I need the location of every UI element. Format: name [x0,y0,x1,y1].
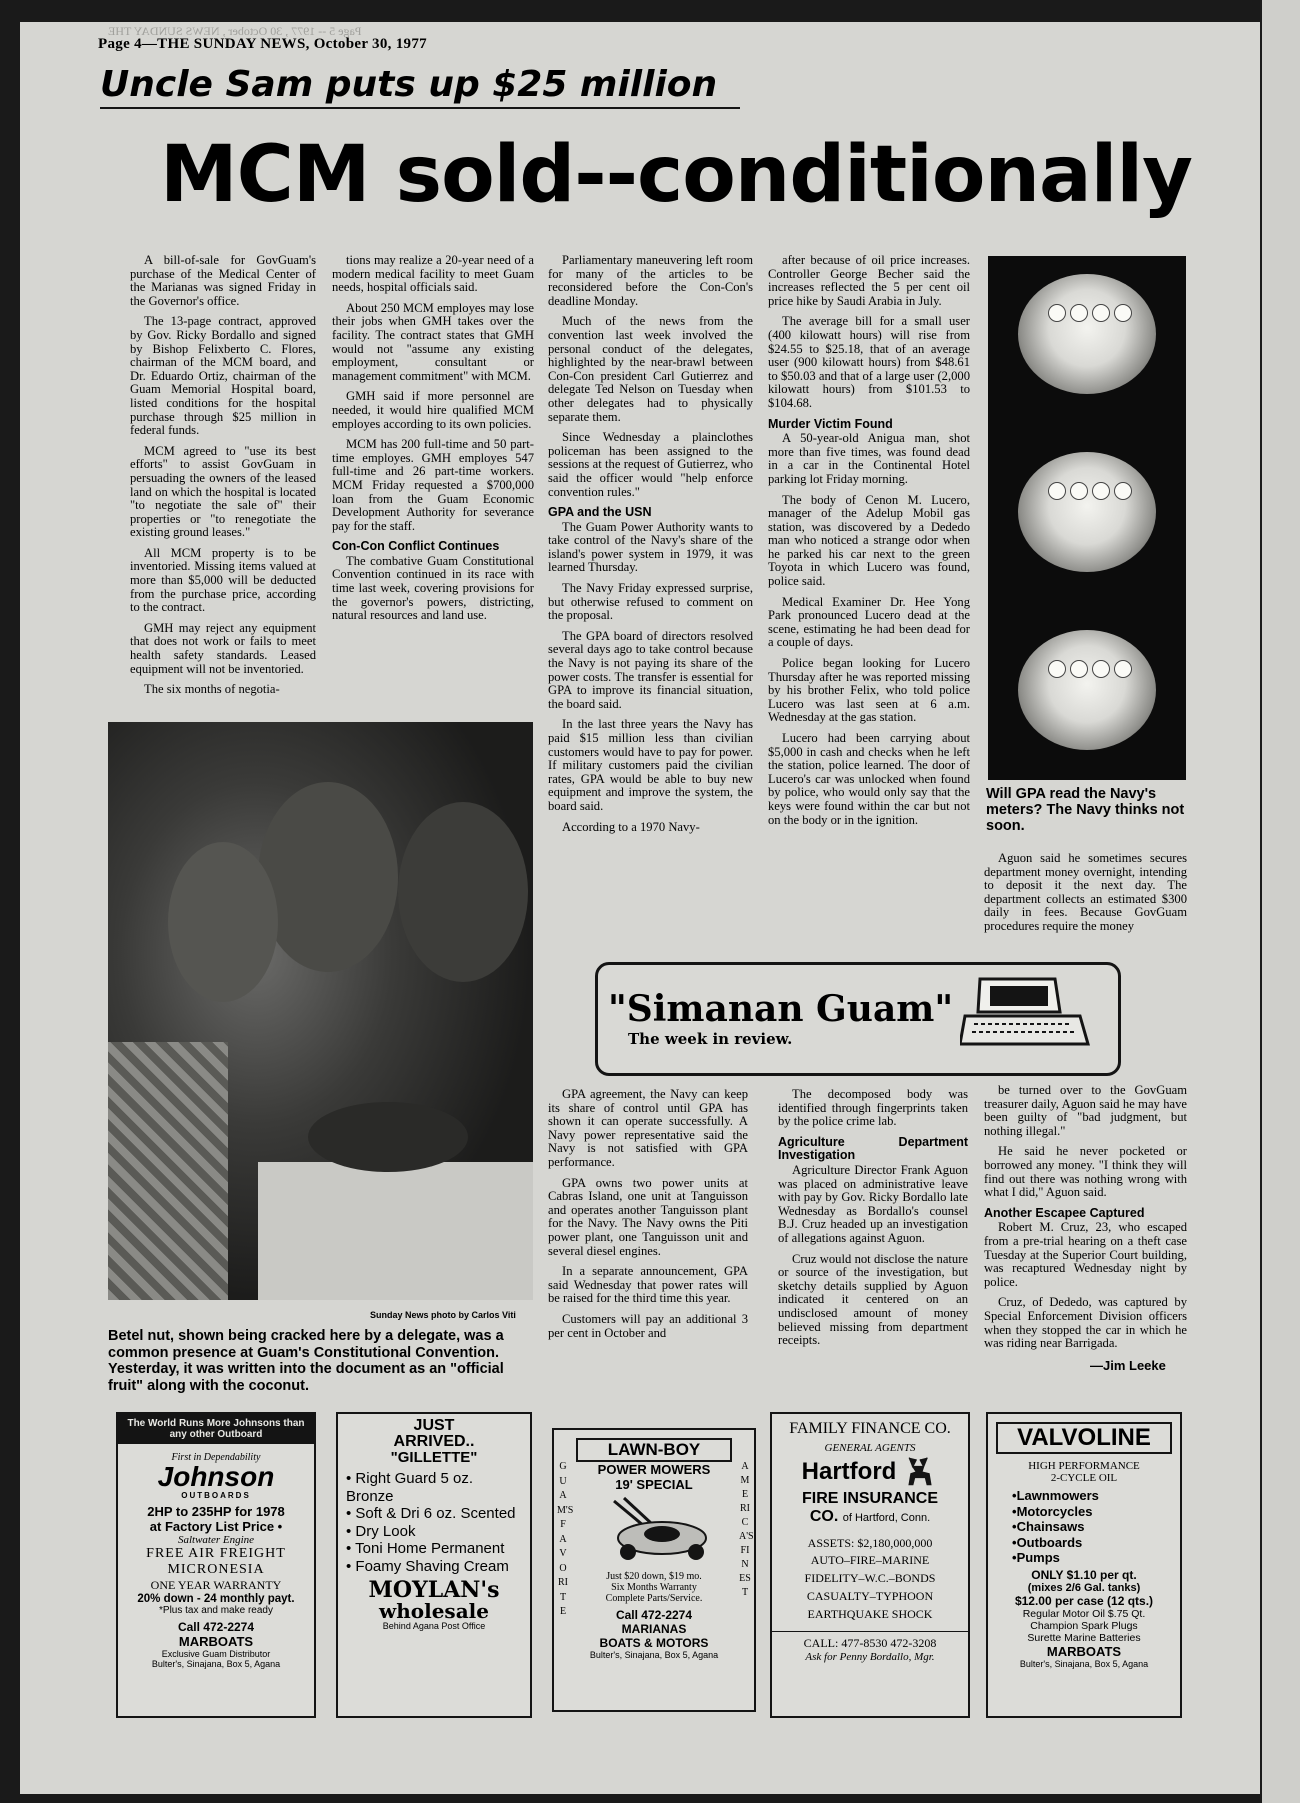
article-paragraph: after because of oil price increases. Controller George Becher said the increases reflected the 5 per cent oil price hike by Saudi Arabia in July. [768,253,970,308]
page-edge [1262,0,1300,1803]
hartford-coverage: CASUALTY–TYPHOON [806,1589,934,1603]
johnson-line: MICRONESIA [167,1562,265,1577]
lawnboy-side-text-right: AMERICA'S FINEST [739,1461,754,1598]
article-paragraph: The GPA board of directors resolved several days ago to take control because the Navy is not paying its share of the power costs. The transfer is essential for GPA to improve its financial situation, the board said. [548,628,753,711]
article-paragraph: The body of Cenon M. Lucero, manager of the Adelup Mobil gas station, was discovered by a Dededo man who noticed a strange odor when he parked his car next to the green Toyota in which Lucero was found, police said. [768,492,970,589]
bullet-icon: • [1012,1534,1017,1550]
article-paragraph: tions may realize a 20-year need of a modern medical facility to meet Guam needs, hospital officials said. [332,253,534,295]
johnson-tagline: The World Runs More Johnsons than any other Outboard [118,1414,314,1444]
article-paragraph: The Navy Friday expressed surprise, but otherwise refused to comment on the proposal. [548,581,753,623]
valvoline-logo: VALVOLINE [996,1422,1172,1454]
bullet-icon: • [1012,1550,1017,1565]
section-subhead: Agriculture Department Investigation [778,1134,968,1163]
section-subhead: Con-Con Conflict Continues [332,539,500,554]
meters-caption: Will GPA read the Navy's meters? The Navy thinks not soon. [986,786,1185,834]
valvoline-oil-ad [986,1412,1182,1718]
article-column-1 [130,254,316,704]
valvoline-use-item [1012,1504,1180,1520]
valvoline-extra: Surette Marine Batteries [1027,1631,1141,1644]
valvoline-use-label: Motorcycles [1016,1503,1093,1519]
article-paragraph: About 250 MCM employes may lose their jobs when GMH takes over the facility. The contract states that GMH would not "assume any existing employment, consultant or management commitment" with MCM. [332,300,534,383]
article-paragraph: Cruz, of Dededo, was captured by Special Enforcement Division officers when they stopped the car in which he was riding near Barrigada. [984,1295,1187,1351]
stag-icon [902,1454,938,1490]
article-paragraph: The combative Guam Constitutional Convention continued in its race with time last week, covering provisions for the governor's powers, districting, natural resources and land use. [332,553,534,623]
valvoline-line: HIGH PERFORMANCE [1028,1460,1140,1472]
article-paragraph: In the last three years the Navy has paid $15 million less than civilian customers would have to pay for power. If military customers paid the civilian rates, GPA would be able to buy new equipment and improve the system, the board said. [548,717,753,813]
hartford-insurance-ad [770,1412,970,1718]
lawnboy-line: 19' SPECIAL [615,1477,693,1492]
article-column-3-continued [548,1088,748,1347]
johnson-footer: Exclusive Guam Distributor [161,1649,271,1659]
johnson-line: 2HP to 235HP for 1978 [147,1504,285,1519]
moylans-product-item [346,1540,522,1558]
moylans-product-item [346,1523,522,1541]
johnson-line: at Factory List Price • [149,1519,283,1534]
valvoline-use-item [1012,1535,1180,1551]
byline: —Jim Leeke [1090,1358,1166,1373]
johnson-line: *Plus tax and make ready [159,1605,273,1616]
hartford-logo: Hartford [801,1458,897,1485]
moylans-logo: MOYLAN's [368,1577,500,1603]
johnson-dealer: MARBOATS [178,1634,254,1649]
hartford-coverage: AUTO–FIRE–MARINE [810,1553,930,1567]
johnson-line: FREE AIR FREIGHT [146,1546,286,1561]
article-paragraph: GPA owns two power units at Cabras Island, one unit at Tanguisson and operates another Tanguisson plant for the Navy. The Navy owns the Piti power plant, one Tanguisson unit and several diesel engines. [548,1175,748,1258]
lawnboy-dealer: MARIANAS [621,1622,687,1636]
photo-credit: Sunday News photo by Carlos Viti [370,1310,516,1320]
computer-terminal-icon [960,974,1090,1054]
moylans-product-label: Dry Look [355,1522,416,1540]
hartford-line: FIRE INSURANCE [801,1490,938,1507]
moylans-product-item [346,1470,522,1505]
lawnboy-terms: Six Months Warranty [611,1582,697,1593]
hartford-phone: CALL: 477-8530 472-3208 [772,1631,968,1651]
article-paragraph: MCM agreed to "use its best efforts" to assist GovGuam in persuading the owners of the leased land on which the hospital is located "to negotiate the sale of" their properties or "to renegotiate the existing ground leases." [130,443,316,540]
moylans-head: JUST [413,1417,455,1434]
electric-meters-photo [988,256,1186,780]
hartford-head: FAMILY FINANCE CO. [789,1420,951,1437]
moylans-head: "GILLETTE" [390,1449,478,1466]
bullet-icon: • [346,1557,356,1575]
kicker-headline: Uncle Sam puts up $25 million [100,64,740,109]
valvoline-use-label: Lawnmowers [1016,1488,1099,1503]
lawnboy-footer: Bulter's, Sinajana, Box 5, Agana [589,1650,719,1660]
moylans-product-list [338,1470,530,1575]
hartford-footer: Ask for Penny Bordallo, Mgr. [805,1651,935,1663]
photo-caption: Betel nut, shown being cracked here by a delegate, was a common presence at Guam's Constitutional Convention. Yesterday, it was written into the document as an "official fruit" along with the coconut. [108,1328,504,1394]
hartford-logo-row [772,1454,968,1490]
bullet-icon: • [346,1540,356,1557]
bullet-icon: • [1012,1519,1017,1534]
valvoline-footer: Bulter's, Sinajana, Box 5, Agana [1019,1658,1149,1669]
valvoline-use-label: Pumps [1016,1550,1060,1565]
moylans-product-item [346,1505,522,1523]
moylans-product-label: Foamy Shaving Cream [355,1557,509,1575]
lawn-boy-ad [552,1428,756,1712]
article-paragraph: A 50-year-old Anigua man, shot more than five times, was found dead in a car in the Continental Hotel parking lot Friday morning. [768,431,970,486]
valvoline-use-label: Outboards [1016,1534,1083,1550]
article-column-3 [548,254,753,841]
article-paragraph: The decomposed body was identified through fingerprints taken by the police crime lab. [778,1087,968,1129]
section-subhead: Murder Victim Found [768,416,893,431]
valvoline-use-item [1012,1519,1180,1535]
article-paragraph: The average bill for a small user (400 kilowatt hours) will rise from $24.55 to $25.18, that of an average user (900 kilowatt hours) from $48.61 to $50.03 and that of a large user (2,000 kilowatt hours) from $101.53 to $104.68. [768,314,970,410]
valvoline-uses-list [988,1488,1180,1566]
valvoline-extra: Regular Motor Oil $.75 Qt. [1022,1607,1146,1620]
article-paragraph: Much of the news from the convention last week involved the personal conduct of the delegates, highlighted by the near-brawl between Con-Con president Carl Gutierrez and delegate Ted Nelson on Tuesday when other delegates had to physically separate them. [548,314,753,424]
article-paragraph: GMH said if more personnel are needed, it would hire qualified MCM employes according to its own policies. [332,389,534,431]
betel-nut-photo [108,722,533,1300]
moylans-product-item [346,1558,522,1576]
article-paragraph: Medical Examiner Dr. Hee Yong Park pronounced Lucero dead at the scene, estimating he had been dead for a couple of days. [768,594,970,650]
valvoline-dealer: MARBOATS [1046,1643,1122,1659]
lawnboy-dealer: BOATS & MOTORS [599,1636,709,1650]
page-dateline: Page 4—THE SUNDAY NEWS, October 30, 1977 [98,36,427,52]
johnson-logo: Johnson [157,1461,275,1492]
article-paragraph: GMH may reject any equipment that does not work or fails to meet health safety standards. Leased equipment will not be inventoried. [130,620,316,676]
valvoline-use-label: Chainsaws [1016,1519,1085,1534]
hartford-co: CO. [809,1508,839,1525]
article-column-5-continued [984,1084,1187,1358]
section-subhead: Another Escapee Captured [984,1205,1145,1220]
hartford-coverage: FIDELITY–W.C.–BONDS [804,1571,936,1585]
hartford-location: of Hartford, Conn. [842,1512,931,1524]
article-paragraph: Parliamentary maneuvering left room for many of the articles to be reconsidered before the Con-Con's deadline Monday. [548,253,753,308]
bullet-icon: • [346,1522,356,1540]
moylans-logo-sub: wholesale [379,1599,489,1623]
johnson-phone: Call 472-2274 [177,1620,255,1634]
lawnboy-terms: Complete Parts/Service. [605,1593,703,1604]
article-paragraph: Cruz would not disclose the nature or source of the investigation, but sketchy details supplied by Aguon indicated it centered on an undisclosed amount of money believed missing from department receipts. [778,1251,968,1348]
lawn-mower-icon [594,1496,714,1566]
article-paragraph: Robert M. Cruz, 23, who escaped from a pre-trial hearing on a theft case Tuesday at the Superior Court building, was recaptured Wednesday night by police. [984,1220,1187,1289]
johnson-line: Saltwater Engine [177,1534,255,1546]
article-paragraph: The 13-page contract, approved by Gov. Ricky Bordallo and signed by Bishop Felixberto C. Flores, chairman of the MCM board, and Dr. Eduardo Ortiz, chairman of the Guam Memorial Hospital board, listed conditions for the hospital purchase through $25 million in federal funds. [130,314,316,438]
moylans-product-label: Toni Home Permanent [355,1540,505,1557]
article-paragraph: Police began looking for Lucero Thursday after he was reported missing by his brother Felix, who told police Lucero was last seen at 6 a.m. Wednesday at the gas station. [768,656,970,725]
hartford-line-row [772,1508,968,1526]
article-column-2 [332,254,534,630]
lawnboy-side-text-left: GUAM'S FAVORITE [557,1461,574,1617]
article-paragraph: All MCM property is to be inventoried. Missing items valued at more than $5,000 will be deducted from the purchase price, according to the contract. [130,545,316,615]
lawnboy-phone: Call 472-2274 [615,1608,693,1622]
article-column-4-continued [778,1088,968,1355]
section-subhead: GPA and the USN [548,505,652,520]
article-paragraph: A bill-of-sale for GovGuam's purchase of the Medical Center of the Marianas was signed Friday in the Governor's office. [130,253,316,308]
article-paragraph: MCM has 200 full-time and 50 part-time employes. GMH employes 547 full-time and 26 part-time workers. MCM Friday requested a $700,000 loan from the Guam Economic Development Authority for severance pay for the staff. [332,437,534,533]
moylans-head: ARRIVED.. [393,1433,475,1450]
article-paragraph: Customers will pay an additional 3 per cent in October and [548,1311,748,1340]
lawnboy-terms: Just $20 down, $19 mo. [606,1571,702,1582]
lawnboy-line: POWER MOWERS [597,1462,711,1477]
bullet-icon: • [1012,1503,1017,1519]
valvoline-price: (mixes 2/6 Gal. tanks) [1027,1581,1141,1594]
hartford-assets: ASSETS: $2,180,000,000 [807,1536,933,1550]
valvoline-price: $12.00 per case (12 qts.) [1014,1593,1154,1608]
valvoline-use-item [1012,1488,1180,1504]
bullet-icon: • [346,1470,356,1487]
article-paragraph: Since Wednesday a plainclothes policeman has been assigned to the sessions at the request of Gutierrez, who said the officer would "help enforce convention rules." [548,430,753,499]
bullet-icon: • [346,1505,356,1522]
johnson-line: 20% down - 24 monthly payt. [137,1593,295,1605]
johnson-logo-sub: OUTBOARDS [181,1491,251,1500]
moylans-footer: Behind Agana Post Office [382,1621,486,1631]
article-paragraph: In a separate announcement, GPA said Wednesday that power rates will be raised for the third time this year. [548,1264,748,1306]
bullet-icon: • [1012,1488,1017,1503]
article-paragraph: GPA agreement, the Navy can keep its share of control until GPA has shown it can operate successfully. A Navy power representative said the Navy is not satisfied with GPA performance. [548,1087,748,1169]
moylans-gillette-ad [336,1412,532,1718]
johnson-footer: Bulter's, Sinajana, Box 5, Agana [151,1659,281,1669]
banner-subtitle: The week in review. [628,1030,793,1048]
johnson-outboards-ad [116,1412,316,1718]
banner-title: "Simanan Guam" [608,988,954,1030]
hartford-agents: GENERAL AGENTS [824,1442,916,1454]
bleed-through-text: Page 5 -- 1977 , 30 October , NEWS SUNDAY THE [108,24,362,38]
article-paragraph: be turned over to the GovGuam treasurer daily, Aguon said he may have been guilty of "bad judgment, but nothing illegal." [984,1083,1187,1138]
article-column-5 [984,852,1187,941]
valvoline-use-item [1012,1550,1180,1566]
article-paragraph: The six months of negotia- [144,682,280,697]
moylans-product-label: Soft & Dri 6 oz. Scented [355,1505,516,1522]
article-paragraph: Lucero had been carrying about $5,000 in cash and checks when he left the station, police learned. The door of Lucero's car was unlocked when found by police, who would only say that the keys were found within the car but not on the body or in the ignition. [768,731,970,827]
hartford-coverage: EARTHQUAKE SHOCK [807,1607,933,1621]
article-paragraph: He said he never pocketed or borrowed any money. "I think they will find out there was nothing wrong with what I did," Aguon said. [984,1144,1187,1200]
main-headline: MCM sold--conditionally [160,130,1192,220]
article-paragraph: According to a 1970 Navy- [562,819,700,834]
article-column-4 [768,254,970,834]
valvoline-price: ONLY $1.10 per qt. [1031,1567,1137,1582]
moylans-product-label: Right Guard 5 oz. Bronze [346,1470,473,1505]
johnson-line: ONE YEAR WARRANTY [150,1578,282,1592]
valvoline-line: 2-CYCLE OIL [1050,1472,1118,1484]
article-paragraph: The Guam Power Authority wants to take control of the Navy's share of the island's power system in 1979, it was learned Thursday. [548,519,753,575]
valvoline-extra: Champion Spark Plugs [1030,1619,1138,1632]
johnson-slogan: First in Dependability [171,1452,261,1463]
lawnboy-logo: LAWN-BOY [576,1438,732,1462]
article-paragraph: Aguon said he sometimes secures department money overnight, intending to deposit it the next day. The department collects an estimated $300 daily in fees. Because GovGuam procedures require the money [984,851,1187,933]
article-paragraph: Agriculture Director Frank Aguon was placed on administrative leave with pay by Gov. Ricky Bordallo late Wednesday as Bordallo's counsel B.J. Cruz headed up an investigation of allegations against Aguon. [778,1162,968,1245]
